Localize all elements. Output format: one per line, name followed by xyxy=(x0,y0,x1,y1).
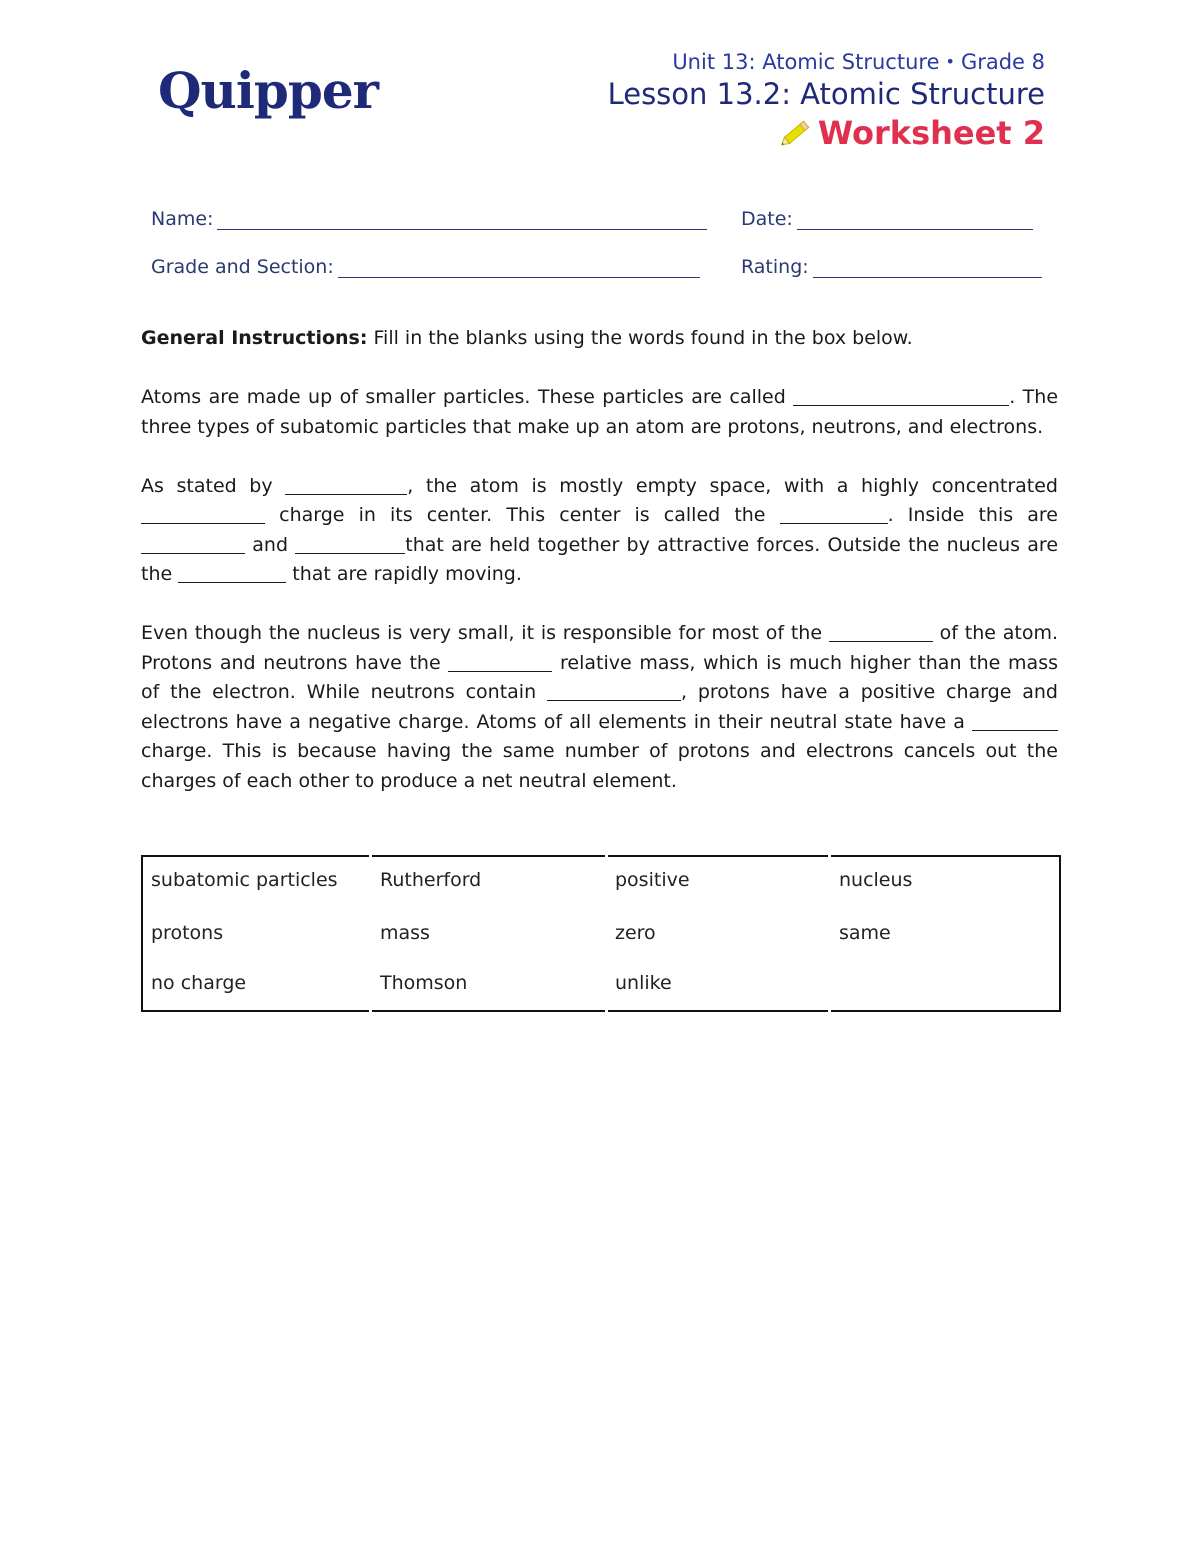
name-field xyxy=(151,208,707,230)
grade-section-label: Grade and Section: xyxy=(151,256,334,278)
word-bank-item: mass xyxy=(380,922,430,944)
word-bank-item: positive xyxy=(615,869,690,891)
border-gap xyxy=(605,854,608,858)
paragraph-text: charge in its center. This center is called the xyxy=(265,504,780,526)
worksheet-title-row xyxy=(608,112,1045,158)
grade-section-field xyxy=(151,256,700,278)
blank-9[interactable] xyxy=(448,653,552,672)
blank-7[interactable] xyxy=(178,564,286,583)
paragraph-text: of the atom. Protons and neutrons have the xyxy=(141,622,1058,674)
unit-line xyxy=(608,48,1045,76)
border-gap xyxy=(828,1009,831,1013)
blank-2[interactable] xyxy=(285,476,407,495)
blank-1[interactable] xyxy=(793,387,1009,406)
pencil-icon xyxy=(780,116,814,158)
worksheet-title: Worksheet 2 xyxy=(817,114,1045,152)
paragraph-text: , protons have a positive charge and electrons have a negative charge. Atoms of all elements in their neutral state have a xyxy=(141,681,1058,733)
paragraph-text: that are rapidly moving. xyxy=(286,563,522,585)
word-bank-box xyxy=(141,855,1061,1012)
blank-10[interactable] xyxy=(547,682,681,701)
paragraph-3 xyxy=(141,619,1058,796)
word-bank-item: zero xyxy=(615,922,656,944)
border-gap xyxy=(605,1009,608,1013)
border-gap xyxy=(828,854,831,858)
paragraph-text: As stated by xyxy=(141,474,286,497)
paragraph-text: and xyxy=(245,533,296,556)
paragraph-2 xyxy=(141,472,1058,590)
unit-title: Unit 13: Atomic Structure xyxy=(672,50,940,74)
name-input-line[interactable] xyxy=(217,209,707,230)
paragraph-text: , the atom is mostly empty space, with a highly concentrated xyxy=(407,474,1058,497)
word-bank-item: same xyxy=(839,922,891,944)
date-input-line[interactable] xyxy=(797,209,1033,230)
date-field xyxy=(741,208,1033,230)
instructions-text: Fill in the blanks using the words found in the box below. xyxy=(367,327,913,349)
lesson-title: Lesson 13.2: Atomic Structure xyxy=(607,77,1045,111)
rating-field xyxy=(741,256,1042,278)
word-bank-item: subatomic particles xyxy=(151,869,338,891)
worksheet-body xyxy=(141,324,1058,826)
paragraph-text: Even though the nucleus is very small, it is responsible for most of the xyxy=(141,622,829,644)
blank-5[interactable] xyxy=(141,535,245,554)
rating-input-line[interactable] xyxy=(813,257,1042,278)
name-label: Name: xyxy=(151,208,214,230)
blank-3[interactable] xyxy=(141,505,265,524)
word-bank-item: protons xyxy=(151,922,224,944)
paragraph-1 xyxy=(141,383,1058,442)
paragraph-text: charge. This is because having the same number of protons and electrons cancels out the charges of each other to produce a net neutral element. xyxy=(141,740,1058,792)
word-bank-item: unlike xyxy=(615,972,672,994)
paragraph-text: that are held together by attractive forces. Outside the nucleus are the xyxy=(141,533,1059,585)
word-bank-item: Thomson xyxy=(380,972,468,994)
blank-4[interactable] xyxy=(780,505,888,524)
word-bank-item: nucleus xyxy=(839,869,913,891)
border-gap xyxy=(369,1009,372,1013)
word-bank-item: no charge xyxy=(151,972,247,994)
rating-label: Rating: xyxy=(741,256,809,278)
blank-6[interactable] xyxy=(295,535,405,554)
worksheet-header xyxy=(608,48,1045,158)
date-label: Date: xyxy=(741,208,793,230)
paragraph-text: Atoms are made up of smaller particles. These particles are called xyxy=(141,386,794,408)
border-gap xyxy=(369,854,372,858)
paragraph-text: . Inside this are xyxy=(887,504,1058,526)
paragraph-text: relative mass, which is much higher than the mass of the electron. While neutrons contain xyxy=(141,651,1058,703)
blank-11[interactable] xyxy=(972,712,1058,731)
word-bank-item: Rutherford xyxy=(380,869,482,891)
separator: • xyxy=(945,52,955,71)
paragraph-text: . The three types of subatomic particles that make up an atom are protons, neutrons, and electrons. xyxy=(141,386,1059,438)
quipper-logo: Quipper xyxy=(158,61,378,120)
grade-section-input-line[interactable] xyxy=(338,257,700,278)
blank-8[interactable] xyxy=(829,623,933,642)
grade-label: Grade 8 xyxy=(960,50,1045,74)
instructions-label: General Instructions: xyxy=(141,327,368,349)
general-instructions xyxy=(141,324,1058,354)
